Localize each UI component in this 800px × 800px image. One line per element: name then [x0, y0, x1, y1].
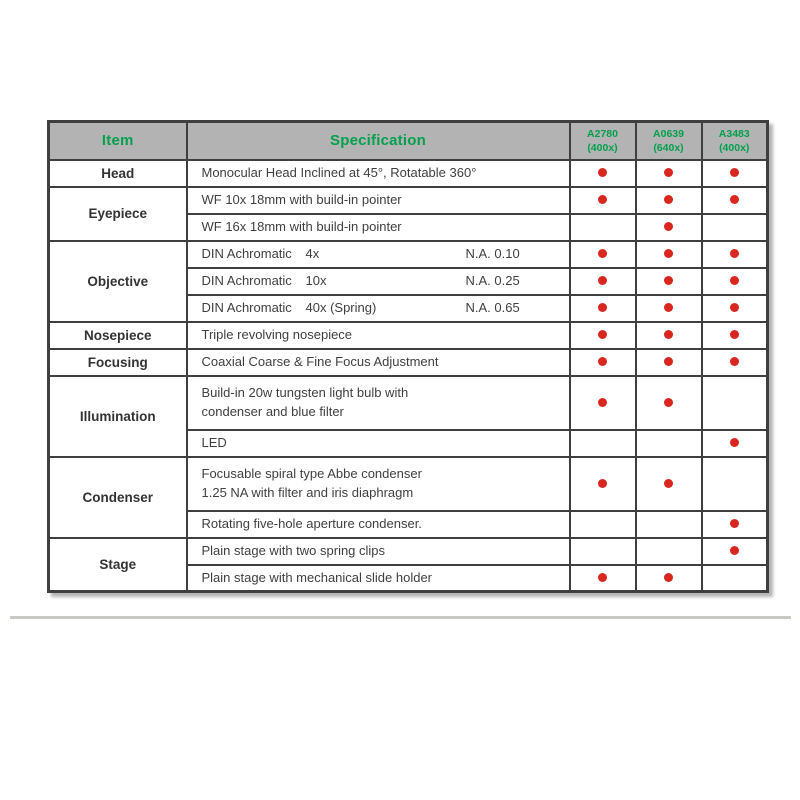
dot-cell: [570, 322, 636, 349]
feature-dot: [730, 249, 739, 258]
dot-cell: [570, 430, 636, 457]
spec-cell: Plain stage with mechanical slide holder: [187, 565, 570, 592]
spec-cell: [187, 268, 570, 295]
dot-cell: [570, 457, 636, 511]
spec-part: 10x: [305, 272, 327, 288]
spec-part: N.A. 0.10: [465, 245, 520, 261]
table-row: [49, 538, 768, 565]
spec-part: DIN Achromatic: [201, 272, 292, 288]
feature-dot: [664, 168, 673, 177]
dot-cell: [636, 376, 702, 430]
dot-cell: [702, 565, 768, 592]
spec-cell: WF 10x 18mm with build-in pointer: [187, 187, 570, 214]
spec-part: 4x: [305, 245, 320, 261]
feature-dot: [664, 330, 673, 339]
model-code: A3483: [718, 127, 750, 140]
bottom-divider: [10, 616, 791, 619]
feature-dot: [598, 276, 607, 285]
model-magnification: (400x): [587, 141, 618, 154]
dot-cell: [636, 268, 702, 295]
dot-cell: [702, 538, 768, 565]
dot-cell: [636, 295, 702, 322]
dot-cell: [636, 187, 702, 214]
spec-part: N.A. 0.25: [465, 272, 520, 288]
spec-part: N.A. 0.65: [465, 299, 520, 315]
feature-dot: [730, 438, 739, 447]
dot-cell: [570, 214, 636, 241]
col-header-model-a2780: [570, 122, 636, 160]
feature-dot: [730, 168, 739, 177]
spec-cell: Triple revolving nosepiece: [187, 322, 570, 349]
dot-cell: [636, 565, 702, 592]
dot-cell: [636, 160, 702, 187]
model-code: A2780: [587, 127, 618, 140]
col-header-specification: Specification: [187, 122, 570, 160]
spec-cell: Coaxial Coarse & Fine Focus Adjustment: [187, 349, 570, 376]
dot-cell: [636, 457, 702, 511]
table-row: [49, 349, 768, 376]
dot-cell: [702, 376, 768, 430]
spec-part: DIN Achromatic: [201, 299, 292, 315]
feature-dot: [730, 330, 739, 339]
dot-cell: [702, 295, 768, 322]
feature-dot: [598, 330, 607, 339]
dot-cell: [570, 376, 636, 430]
dot-cell: [702, 430, 768, 457]
spec-part: 40x (Spring): [305, 299, 377, 315]
dot-cell: [570, 241, 636, 268]
dot-cell: [570, 160, 636, 187]
dot-cell: [570, 187, 636, 214]
col-header-item: Item: [49, 122, 187, 160]
dot-cell: [702, 268, 768, 295]
specification-table: [47, 120, 769, 593]
item-cell: Eyepiece: [49, 187, 187, 241]
table-row: [49, 376, 768, 430]
spec-cell: WF 16x 18mm with build-in pointer: [187, 214, 570, 241]
table-row: [49, 160, 768, 187]
spec-cell: Build-in 20w tungsten light bulb with condenser and blue filter: [187, 376, 570, 430]
dot-cell: [702, 241, 768, 268]
feature-dot: [664, 249, 673, 258]
feature-dot: [730, 357, 739, 366]
table-row: [49, 322, 768, 349]
feature-dot: [598, 303, 607, 312]
dot-cell: [636, 511, 702, 538]
feature-dot: [598, 249, 607, 258]
item-cell: Condenser: [49, 457, 187, 538]
model-magnification: (640x): [653, 141, 684, 154]
spec-cell: Rotating five-hole aperture condenser.: [187, 511, 570, 538]
table-row: [49, 457, 768, 511]
feature-dot: [664, 276, 673, 285]
dot-cell: [636, 214, 702, 241]
spec-cell: [187, 295, 570, 322]
dot-cell: [570, 538, 636, 565]
dot-cell: [702, 322, 768, 349]
feature-dot: [730, 546, 739, 555]
feature-dot: [598, 357, 607, 366]
spec-cell: Monocular Head Inclined at 45°, Rotatable 360°: [187, 160, 570, 187]
feature-dot: [664, 303, 673, 312]
feature-dot: [664, 479, 673, 488]
item-cell: Focusing: [49, 349, 187, 376]
spec-cell: Focusable spiral type Abbe condenser 1.25 NA with filter and iris diaphragm: [187, 457, 570, 511]
dot-cell: [702, 457, 768, 511]
dot-cell: [636, 241, 702, 268]
header-row: [49, 122, 768, 160]
spec-part: DIN Achromatic: [201, 245, 292, 261]
item-cell: Head: [49, 160, 187, 187]
feature-dot: [664, 357, 673, 366]
model-code: A0639: [653, 127, 684, 140]
feature-dot: [730, 303, 739, 312]
feature-dot: [730, 276, 739, 285]
table-row: [49, 187, 768, 214]
feature-dot: [664, 398, 673, 407]
dot-cell: [702, 214, 768, 241]
dot-cell: [636, 430, 702, 457]
dot-cell: [570, 349, 636, 376]
dot-cell: [702, 187, 768, 214]
dot-cell: [636, 538, 702, 565]
feature-dot: [664, 222, 673, 231]
table-row: [49, 241, 768, 268]
dot-cell: [702, 349, 768, 376]
feature-dot: [598, 573, 607, 582]
col-header-model-a0639: [636, 122, 702, 160]
dot-cell: [570, 511, 636, 538]
feature-dot: [598, 168, 607, 177]
spec-cell: [187, 241, 570, 268]
dot-cell: [570, 295, 636, 322]
item-cell: Nosepiece: [49, 322, 187, 349]
dot-cell: [702, 160, 768, 187]
dot-cell: [636, 349, 702, 376]
dot-cell: [570, 565, 636, 592]
dot-cell: [636, 322, 702, 349]
dot-cell: [702, 511, 768, 538]
item-cell: Stage: [49, 538, 187, 592]
feature-dot: [730, 195, 739, 204]
model-magnification: (400x): [719, 141, 750, 154]
dot-cell: [570, 268, 636, 295]
feature-dot: [664, 195, 673, 204]
spec-cell: Plain stage with two spring clips: [187, 538, 570, 565]
feature-dot: [598, 479, 607, 488]
feature-dot: [598, 398, 607, 407]
col-header-model-a3483: [702, 122, 768, 160]
item-cell: Objective: [49, 241, 187, 322]
item-cell: Illumination: [49, 376, 187, 457]
feature-dot: [730, 519, 739, 528]
spec-cell: LED: [187, 430, 570, 457]
feature-dot: [664, 573, 673, 582]
feature-dot: [598, 195, 607, 204]
